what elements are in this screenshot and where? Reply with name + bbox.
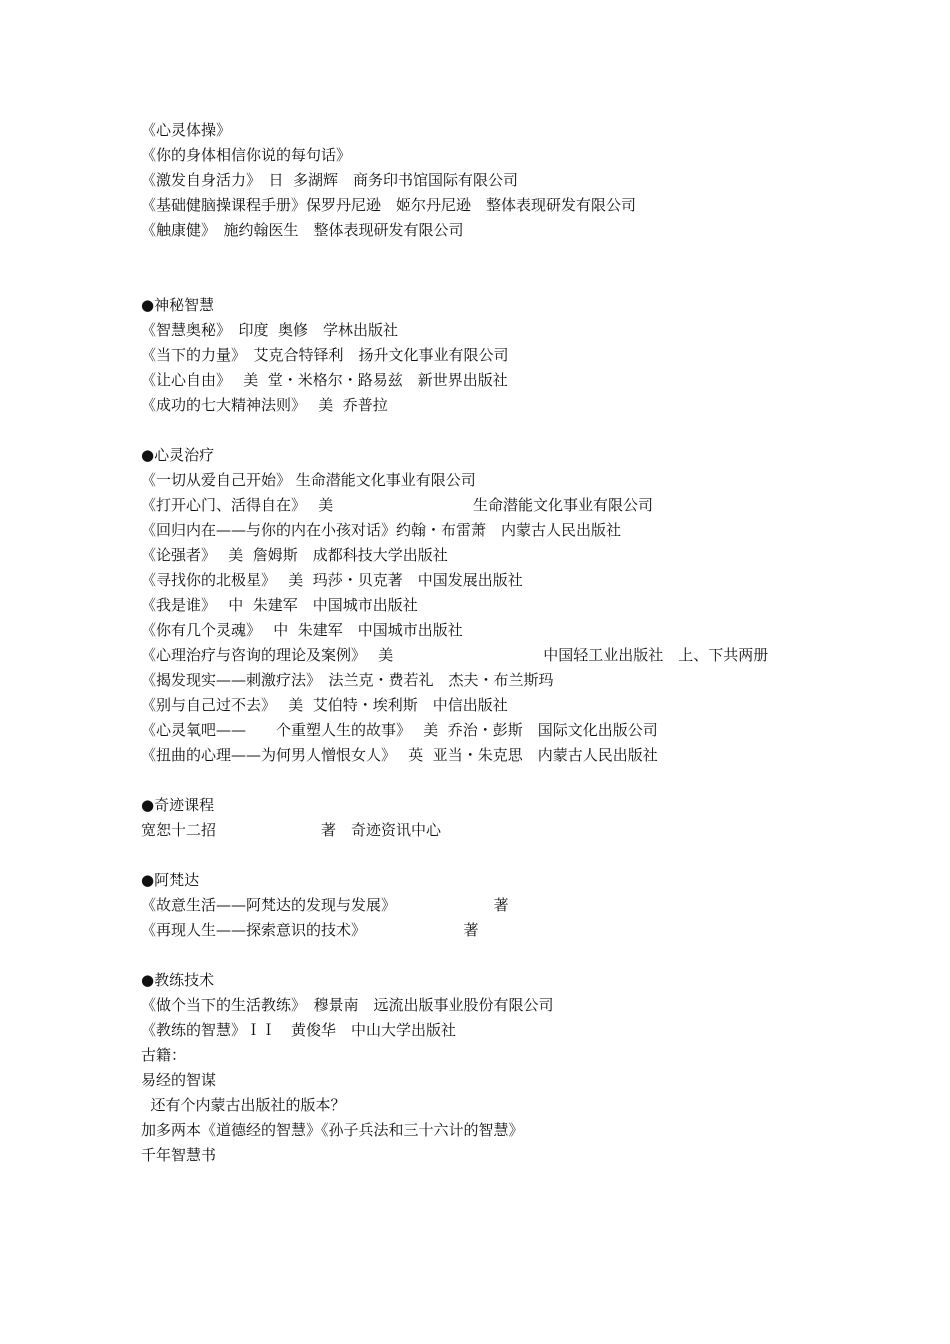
book-entry: 《寻找你的北极星》 美 玛莎・贝克著 中国发展出版社: [141, 571, 523, 589]
section-heading: ●神秘智慧: [141, 296, 215, 314]
book-entry: 《基础健脑操课程手册》保罗丹尼逊 姬尔丹尼逊 整体表现研发有限公司: [141, 196, 637, 214]
book-entry: 《回归内在——与你的内在小孩对话》约翰・布雷萧 内蒙古人民出版社: [141, 521, 622, 539]
section-heading: ●教练技术: [141, 971, 215, 989]
section-mystic-wisdom: [141, 293, 901, 418]
book-entry: 宽恕十二招 著 奇迹资讯中心: [141, 821, 442, 839]
book-entry: 《激发自身活力》 日 多湖辉 商务印书馆国际有限公司: [141, 171, 519, 189]
note-line: 还有个内蒙古出版社的版本？: [141, 1096, 346, 1114]
intro-block: [141, 118, 901, 243]
document-page: [141, 118, 901, 1168]
book-entry: 《心灵氧吧—— 个重塑人生的故事》 美 乔治・彭斯 国际文化出版公司: [141, 721, 658, 739]
book-entry: 《让心自由》 美 堂・米格尔・路易兹 新世界出版社: [141, 371, 508, 389]
note-line: 古籍：: [141, 1046, 187, 1064]
section-heading: ●阿梵达: [141, 871, 200, 889]
book-entry: 《触康健》 施约翰医生 整体表现研发有限公司: [141, 221, 464, 239]
section-avatar: [141, 868, 901, 943]
book-entry: 《当下的力量》 艾克合特铎利 扬升文化事业有限公司: [141, 346, 509, 364]
section-soul-healing: [141, 443, 901, 768]
book-entry: 《教练的智慧》ＩＩ 黄俊华 中山大学出版社: [141, 1021, 457, 1039]
book-entry: 《你有几个灵魂》 中 朱建军 中国城市出版社: [141, 621, 463, 639]
book-entry: 《别与自己过不去》 美 艾伯特・埃利斯 中信出版社: [141, 696, 508, 714]
note-line: 千年智慧书: [141, 1146, 217, 1164]
note-line: 加多两本《道德经的智慧》《孙子兵法和三十六计的智慧》: [141, 1121, 524, 1139]
section-heading: ●心灵治疗: [141, 446, 215, 464]
book-entry: 《扭曲的心理——为何男人憎恨女人》 英 亚当・朱克思 内蒙古人民出版社: [141, 746, 658, 764]
book-entry: 《打开心门、活得自在》 美 生命潜能文化事业有限公司: [141, 496, 654, 514]
book-entry: 《成功的七大精神法则》 美 乔普拉: [141, 396, 388, 414]
book-entry: 《揭发现实——刺激疗法》 法兰克・费若礼 杰夫・布兰斯玛: [141, 671, 554, 689]
book-entry: 《再现人生——探索意识的技术》 著: [141, 921, 479, 939]
book-entry: 《心理治疗与咨询的理论及案例》 美 中国轻工业出版社 上、下共两册: [141, 646, 769, 664]
section-miracle-course: [141, 793, 901, 843]
book-entry: 《故意生活——阿梵达的发现与发展》 著: [141, 896, 509, 914]
section-heading: ●奇迹课程: [141, 796, 215, 814]
book-entry: 《我是谁》 中 朱建军 中国城市出版社: [141, 596, 418, 614]
book-entry: 《你的身体相信你说的每句话》: [141, 146, 352, 164]
book-entry: 《智慧奥秘》 印度 奥修 学林出版社: [141, 321, 399, 339]
note-line: 易经的智谋: [141, 1071, 217, 1089]
book-entry: 《论强者》 美 詹姆斯 成都科技大学出版社: [141, 546, 448, 564]
book-entry: 《心灵体操》: [141, 121, 232, 139]
section-coaching: [141, 968, 901, 1168]
book-entry: 《做个当下的生活教练》 穆景南 远流出版事业股份有限公司: [141, 996, 554, 1014]
book-entry: 《一切从爱自己开始》 生命潜能文化事业有限公司: [141, 471, 476, 489]
